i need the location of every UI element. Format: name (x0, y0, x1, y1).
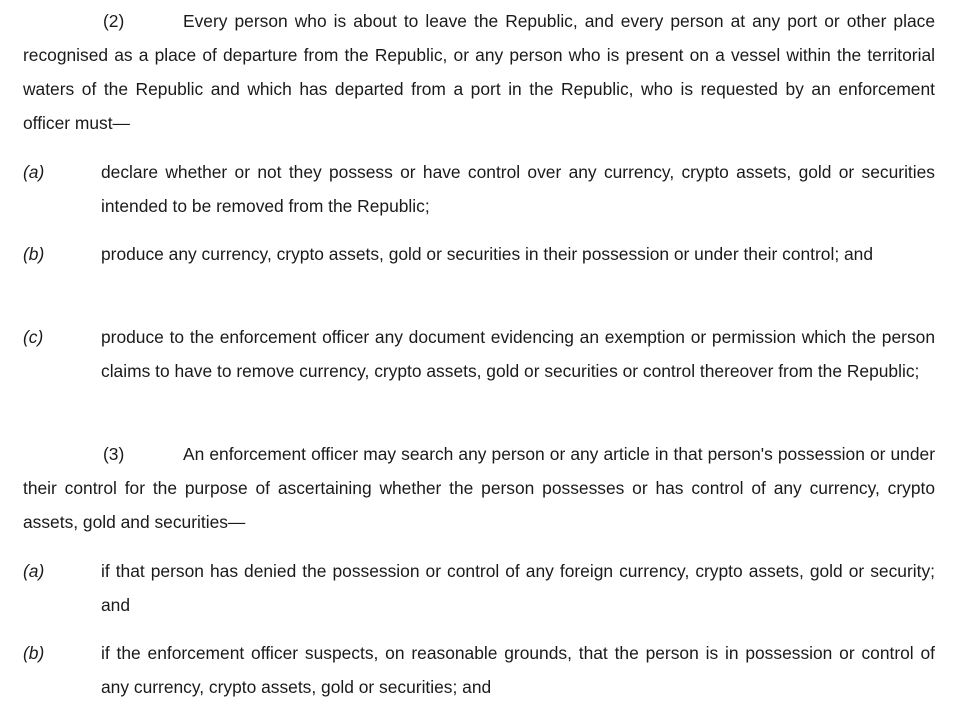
item-label: (a) (23, 561, 45, 581)
section-2-item-c (23, 320, 935, 388)
section-intro-text: An enforcement officer may search any person or any article in that person's possession or under their control for the purpose of ascertaining whether the person possesses or has control of any currency, crypto assets, gold and securities— (23, 444, 935, 532)
section-3-intro (23, 437, 935, 539)
item-text: declare whether or not they possess or have control over any currency, crypto assets, gold or securities intended to be removed from the Republic; (101, 162, 935, 216)
item-label: (b) (23, 643, 45, 663)
item-label: (c) (23, 327, 44, 347)
section-2-intro (23, 4, 935, 140)
item-text: if that person has denied the possession or control of any foreign currency, crypto assets, gold or security; and (101, 561, 935, 615)
section-3-item-a (23, 554, 935, 622)
section-intro-text: Every person who is about to leave the Republic, and every person at any port or other place recognised as a place of departure from the Republic, or any person who is present on a vessel within the territorial waters of the Republic and which has departed from a port in the Republic, who is requested by an enforcement officer must— (23, 11, 935, 133)
item-text: produce to the enforcement officer any document evidencing an exemption or permission which the person claims to have to remove currency, crypto assets, gold or securities or control thereover from the Republic; (101, 327, 935, 381)
section-number: (3) (103, 444, 125, 464)
item-text: produce any currency, crypto assets, gold or securities in their possession or under their control; and (101, 244, 874, 264)
item-text: if the enforcement officer suspects, on reasonable grounds, that the person is in possession or control of any currency, crypto assets, gold or securities; and (101, 643, 935, 697)
item-label: (a) (23, 162, 45, 182)
section-2-item-a (23, 155, 935, 223)
item-label: (b) (23, 244, 45, 264)
section-3-item-b (23, 636, 935, 704)
section-2-item-b (23, 237, 935, 271)
section-number: (2) (103, 11, 125, 31)
